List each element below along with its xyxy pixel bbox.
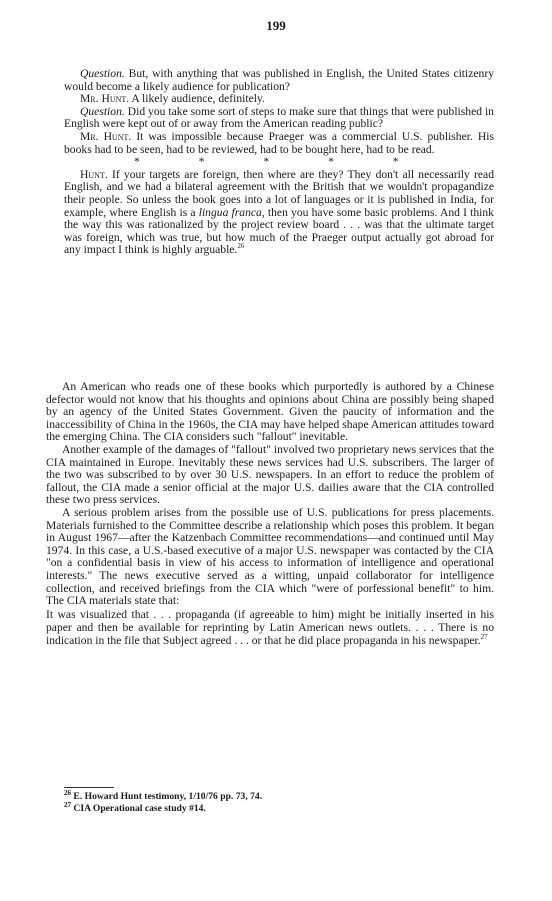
speaker-label: Mr. Hunt. <box>80 129 132 143</box>
footnote <box>64 800 494 814</box>
answer-text: If your targets are foreign, then where are they? They don't all necessarily read English, and we had a bilateral agreement with the British that we wouldn't propagandize their people. So unless the book goes into a lot of languages or it is published in India, for example, where English is a <box>64 167 494 219</box>
paragraph: A serious problem arises from the possible use of U.S. publications for press placements. Materials furnished to the Committee describe a relationship which poses this problem. It began in August 1967—after the Katzenbach Committee recommendations—and continued until May 1974. In this case, a U.S.-based executive of a major U.S. newspaper was contacted by the CIA "on a confidential basis in view of his access to information of intelligence and operational interests." The news executive served as a witting, unpaid collaborator for intelligence collection, and received briefings from the CIA which "were of porfessional benefit" to him. The CIA materials state that: <box>46 505 494 608</box>
answer-text: A likely audience, definitely. <box>131 92 265 106</box>
footnote-ref: 26 <box>237 242 245 251</box>
speaker-label: Mr. Hunt. <box>80 92 130 106</box>
answer-3 <box>64 169 494 257</box>
testimony-block <box>64 68 494 257</box>
answer-text: It was impossible because Praeger was a commercial U.S. publisher. His books had to be seen, had to be reviewed, had to be bought here, had to be read. <box>64 129 494 156</box>
block-quote <box>46 608 494 648</box>
quote-text: It was visualized that . . . propaganda (if agreeable to him) might be initially inserted in his paper and then be available for reprinting by Latin American news outlets. . . . There is no indication in the file that Subject agreed . . . or that he did place propaganda in his newspaper. <box>46 607 494 648</box>
answer-text-cont: then you have some basic problems. And I think the way this was rationalized by the project review board . . . was that the ultimate target was foreign, which was true, but how much of the Praeger output actually got abroad for any impact I think is highly arguable. <box>64 205 494 257</box>
speaker-label: Hunt. <box>80 167 108 181</box>
footnote-text: E. Howard Hunt testimony, 1/10/76 pp. 73, 74. <box>73 791 263 802</box>
paragraph: An American who reads one of these books which purportedly is authored by a Chinese defector would not know that his thoughts and opinions about China are possibly being shaped by an agency of the United States Government. Given the paucity of information and the inaccessibility of China in the 1960s, the CIA may have helped shape American attitudes toward the emerging China. The CIA considers such "fallout" inevitable. <box>46 380 494 444</box>
question-2 <box>64 106 494 131</box>
question-text: But, with anything that was published in English, the United States citizenry would become a likely audience for publication? <box>64 67 494 93</box>
question-1 <box>64 68 494 93</box>
paragraph: Another example of the damages of "fallout" involved two proprietary news services that the CIA maintained in Europe. Inevitably these news services had U.S. subscribers. The larger of the two was subscribed to by over 30 U.S. newspapers. In an effort to reduce the problem of fallout, the CIA made a senior official at the major U.S. dailies aware that the CIA controlled these two press services. <box>46 442 494 507</box>
body-text <box>46 381 494 647</box>
italic-phrase: lingua franca, <box>198 205 265 219</box>
question-label: Question. <box>80 67 125 80</box>
question-text: Did you take some sort of steps to make sure that things that were published in English were kept out of or away from the American reading public? <box>64 104 494 131</box>
footnote-rule <box>64 787 114 788</box>
footnote-text: CIA Operational case study #14. <box>73 803 206 814</box>
page-number: 199 <box>266 18 286 33</box>
footnote-ref: 27 <box>480 633 488 642</box>
answer-2 <box>64 131 494 156</box>
question-label: Question. <box>80 104 125 118</box>
omission-dots: * * * * * <box>134 155 427 169</box>
footnote <box>64 788 494 802</box>
footnote-number: 26 <box>64 788 71 797</box>
footnote-number: 27 <box>64 800 71 809</box>
